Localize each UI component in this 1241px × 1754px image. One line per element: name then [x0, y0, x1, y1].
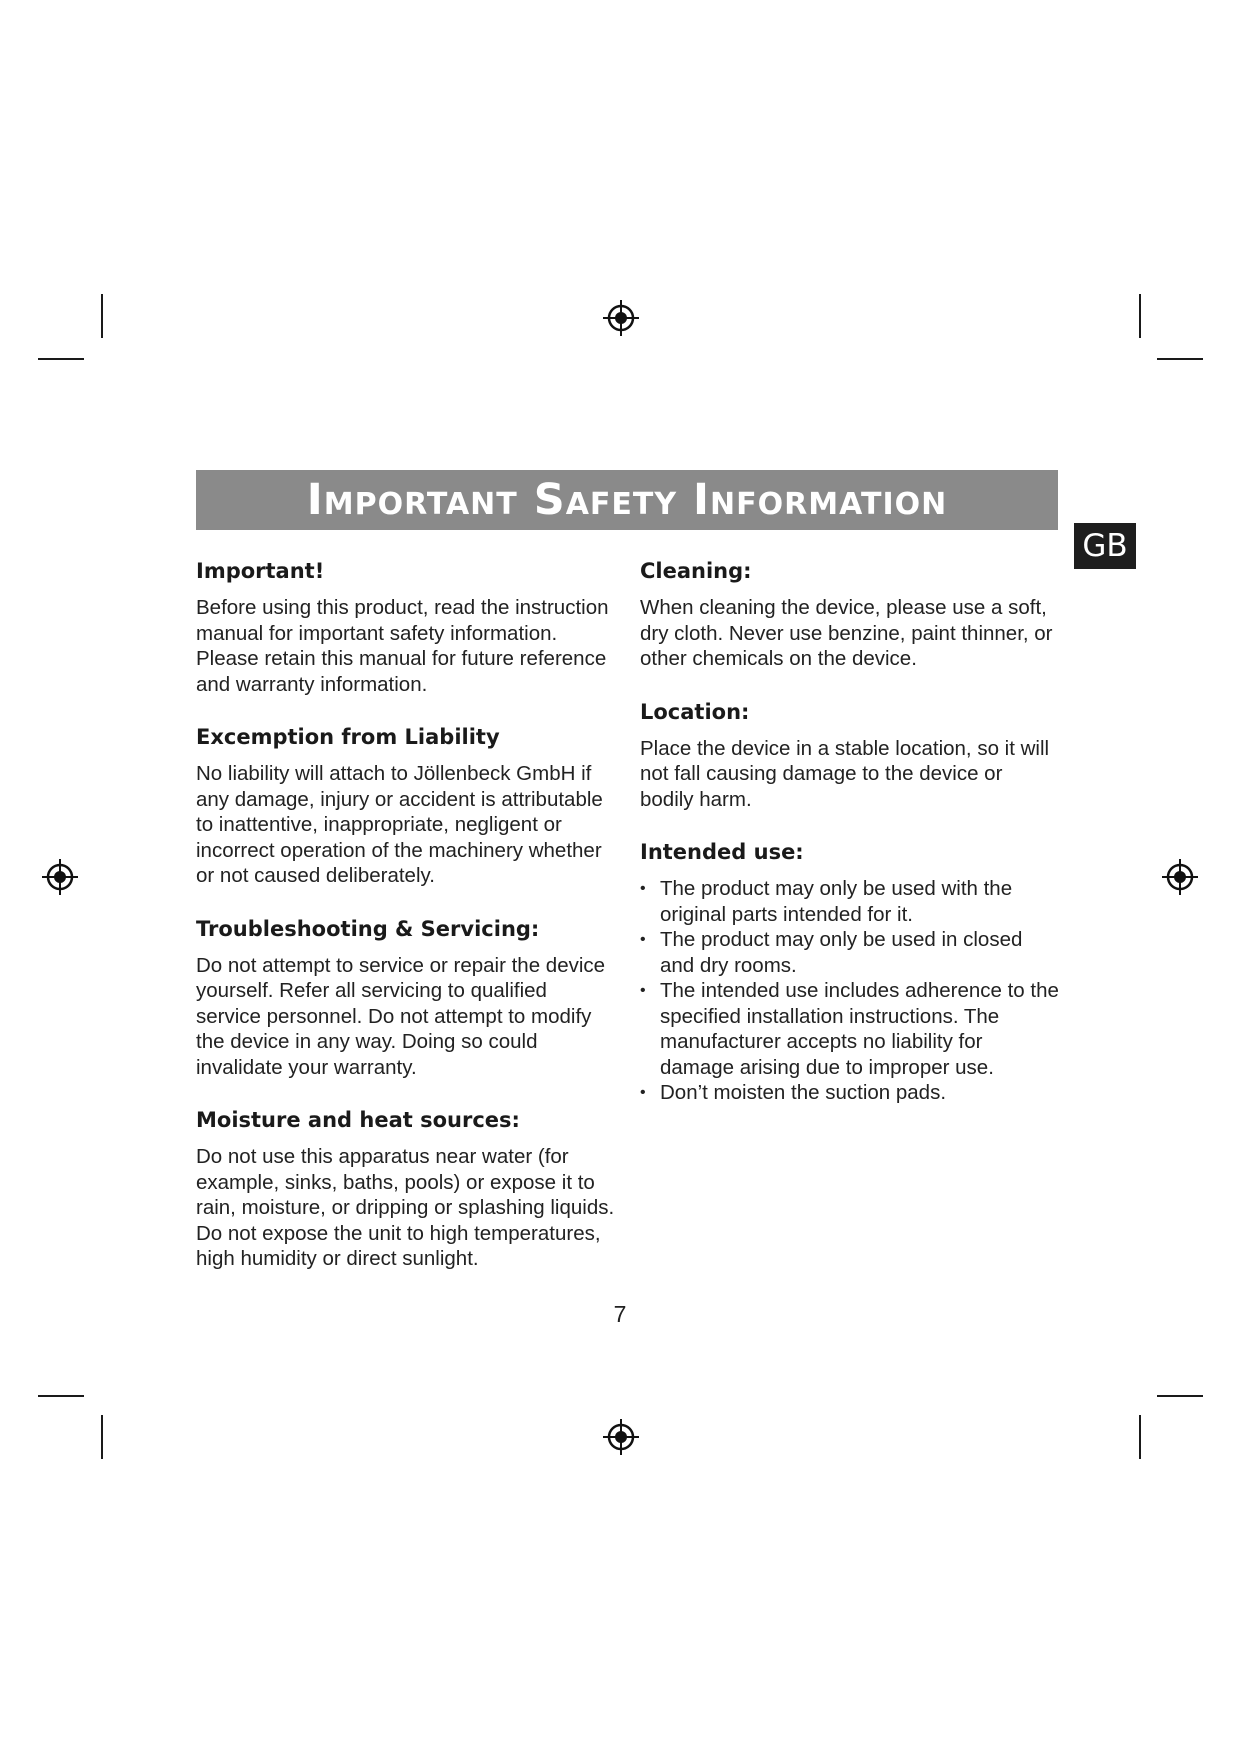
- section-cleaning: [640, 558, 1060, 672]
- section-heading: Important!: [196, 559, 325, 583]
- crop-mark: [101, 1415, 103, 1459]
- section-moisture: [196, 1107, 616, 1272]
- section-liability: [196, 724, 616, 889]
- crop-mark: [38, 1395, 84, 1397]
- crop-mark: [38, 358, 84, 360]
- section-heading: Location:: [640, 699, 750, 724]
- list-item: • The product may only be used with the original parts intended for it.: [640, 876, 1060, 927]
- section-intended-use: [640, 839, 1060, 1106]
- page-title: Important Safety Information: [306, 475, 948, 525]
- registration-mark-icon: [1160, 857, 1200, 897]
- section-important: [196, 558, 616, 697]
- crop-mark: [1139, 294, 1141, 338]
- registration-mark-icon: [601, 298, 641, 338]
- registration-mark-icon: [40, 857, 80, 897]
- section-text: Place the device in a stable location, so it will not fall causing damage to the device or bodily harm.: [640, 736, 1050, 811]
- crop-mark: [101, 294, 103, 338]
- section-location: [640, 699, 1060, 813]
- page-number: 7: [613, 1301, 627, 1327]
- section-text: No liability will attach to Jöllenbeck GmbH if any damage, injury or accident is attributable to inattentive, inappropriate, negligent or incorrect operation of the machinery whether or not caused deliberately.: [196, 762, 603, 887]
- section-text: When cleaning the device, please use a soft, dry cloth. Never use benzine, paint thinner, or other chemicals on the device.: [640, 596, 1053, 670]
- right-column: [640, 558, 1060, 1133]
- section-heading: Troubleshooting & Servicing:: [196, 916, 540, 941]
- section-text: Do not use this apparatus near water (for example, sinks, baths, pools) or expose it to rain, moisture, or dripping or splashing liquids. Do not expose the unit to high temperatures, high humidity or direct sunlight.: [196, 1145, 615, 1270]
- crop-mark: [1157, 1395, 1203, 1397]
- section-text: Do not attempt to service or repair the device yourself. Refer all servicing to qualified service personnel. Do not attempt to modify the device in any way. Doing so could invalidate your warranty.: [196, 953, 606, 1079]
- crop-mark: [1157, 358, 1203, 360]
- registration-mark-icon: [601, 1417, 641, 1457]
- list-item: • Don’t moisten the suction pads.: [640, 1080, 1060, 1106]
- language-tab: GB: [1074, 523, 1136, 569]
- crop-mark: [1139, 1415, 1141, 1459]
- list-item: • The product may only be used in closed and dry rooms.: [640, 927, 1060, 978]
- section-text: Before using this product, read the instruction manual for important safety information. Please retain this manual for future reference and warranty information.: [196, 596, 609, 696]
- title-bar: [196, 470, 1058, 530]
- list-item: • The intended use includes adherence to the specified installation instructions. The manufacturer accepts no liability for damage arising due to improper use.: [640, 978, 1060, 1080]
- section-heading: Excemption from Liability: [196, 725, 500, 749]
- section-heading: Moisture and heat sources:: [196, 1108, 520, 1132]
- section-troubleshooting: [196, 916, 616, 1081]
- section-heading: Intended use:: [640, 840, 804, 864]
- left-column: [196, 558, 616, 1299]
- section-heading: Cleaning:: [640, 559, 752, 583]
- intended-use-list: [640, 876, 1060, 1106]
